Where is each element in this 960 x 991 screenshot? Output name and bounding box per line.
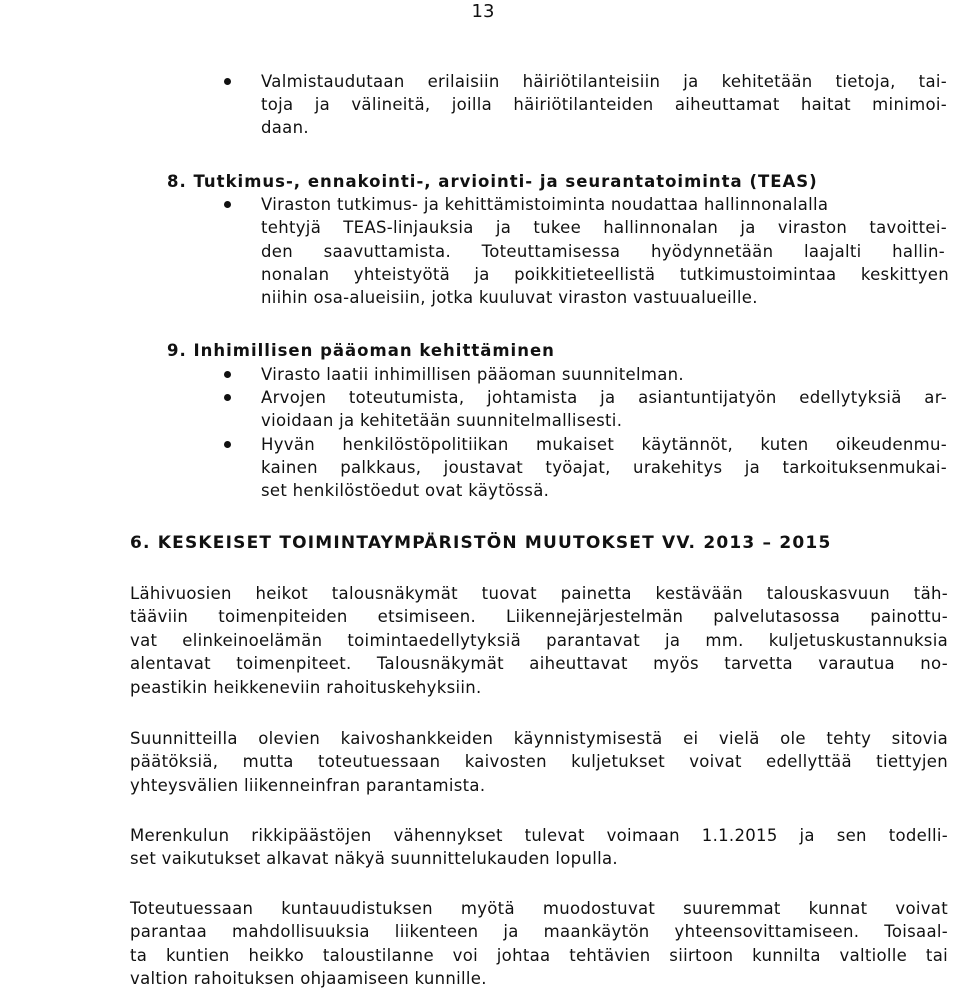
text-line: valtion rahoituksen ohjaamiseen kunnille.: [130, 969, 487, 988]
text-line: vat elinkeinoelämän toimintaedellytyksiä parantavat ja mm. kuljetuskustannuksia: [130, 631, 948, 650]
text-line: Viraston tutkimus- ja kehittämistoiminta noudattaa hallinnonalalla: [261, 195, 829, 214]
text-line: nonalan yhteistyötä ja poikkitieteellistä tutkimustoimintaa keskittyen: [261, 265, 949, 284]
text-line: parantaa mahdollisuuksia liikenteen ja maankäytön yhteensovittamiseen. Toisaal-: [130, 922, 948, 941]
text-line: Arvojen toteutumista, johtamista ja asiantuntijatyön edellytyksiä ar-: [261, 388, 947, 407]
text-line: Merenkulun rikkipäästöjen vähennykset tulevat voimaan 1.1.2015 ja sen todelli-: [130, 826, 948, 845]
text-line: peastikin heikkeneviin rahoituskehyksiin.: [130, 678, 482, 697]
bullet-icon: [224, 394, 231, 401]
page-number: 13: [471, 1, 495, 22]
bullet-icon: [224, 78, 231, 85]
text-line: Lähivuosien heikot talousnäkymät tuovat painetta kestävään talouskasvuun täh-: [130, 584, 948, 603]
text-line: kainen palkkaus, joustavat työajat, urakehitys ja tarkoituksenmukai-: [261, 458, 947, 477]
text-line: Toteutuessaan kuntauudistuksen myötä muodostuvat suuremmat kunnat voivat: [130, 899, 948, 918]
bullet-icon: [224, 371, 231, 378]
text-line: tehtyjä TEAS-linjauksia ja tukee hallinnonalan ja viraston tavoittei-: [261, 218, 947, 237]
text-line: vioidaan ja kehitetään suunnitelmallisesti.: [261, 411, 623, 430]
text-line: Hyvän henkilöstöpolitiikan mukaiset käytännöt, kuten oikeudenmu-: [261, 435, 947, 454]
bullet-icon: [224, 441, 231, 448]
text-line: toja ja välineitä, joilla häiriötilanteiden aiheuttamat haitat minimoi-: [261, 95, 947, 114]
text-line: Valmistaudutaan erilaisiin häiriötilanteisiin ja kehitetään tietoja, tai-: [261, 72, 947, 91]
text-line: set henkilöstöedut ovat käytössä.: [261, 481, 550, 500]
text-line: ta kuntien heikko taloustilanne voi johtaa tehtävien siirtoon kunnilta valtiolle tai: [130, 946, 948, 965]
section-heading: 9. Inhimillisen pääoman kehittäminen: [167, 341, 555, 360]
section-heading: 8. Tutkimus-, ennakointi-, arviointi- ja seurantatoiminta (TEAS): [167, 172, 818, 191]
text-line: Virasto laatii inhimillisen pääoman suunnitelman.: [261, 365, 684, 384]
bullet-icon: [224, 201, 231, 208]
text-line: Suunnitteilla olevien kaivoshankkeiden käynnistymisestä ei vielä ole tehty sitovia: [130, 729, 948, 748]
text-line: päätöksiä, mutta toteutuessaan kaivosten kuljetukset voivat edellyttää tiettyjen: [130, 752, 948, 771]
chapter-heading: 6. KESKEISET TOIMINTAYMPÄRISTÖN MUUTOKSET VV. 2013 – 2015: [130, 533, 832, 553]
text-line: daan.: [261, 118, 309, 137]
text-line: den saavuttamista. Toteuttamisessa hyödynnetään laajalti hallin-: [261, 242, 945, 261]
text-line: alentavat toimenpiteet. Talousnäkymät aiheuttavat myös tarvetta varautua no-: [130, 654, 948, 673]
text-line: yhteysvälien liikenneinfran parantamista.: [130, 776, 486, 795]
text-line: niihin osa-alueisiin, jotka kuuluvat viraston vastuualueille.: [261, 288, 758, 307]
text-line: set vaikutukset alkavat näkyä suunnittelukauden lopulla.: [130, 849, 618, 868]
text-line: tääviin toimenpiteiden etsimiseen. Liikennejärjestelmän palvelutasossa painottu-: [130, 607, 948, 626]
